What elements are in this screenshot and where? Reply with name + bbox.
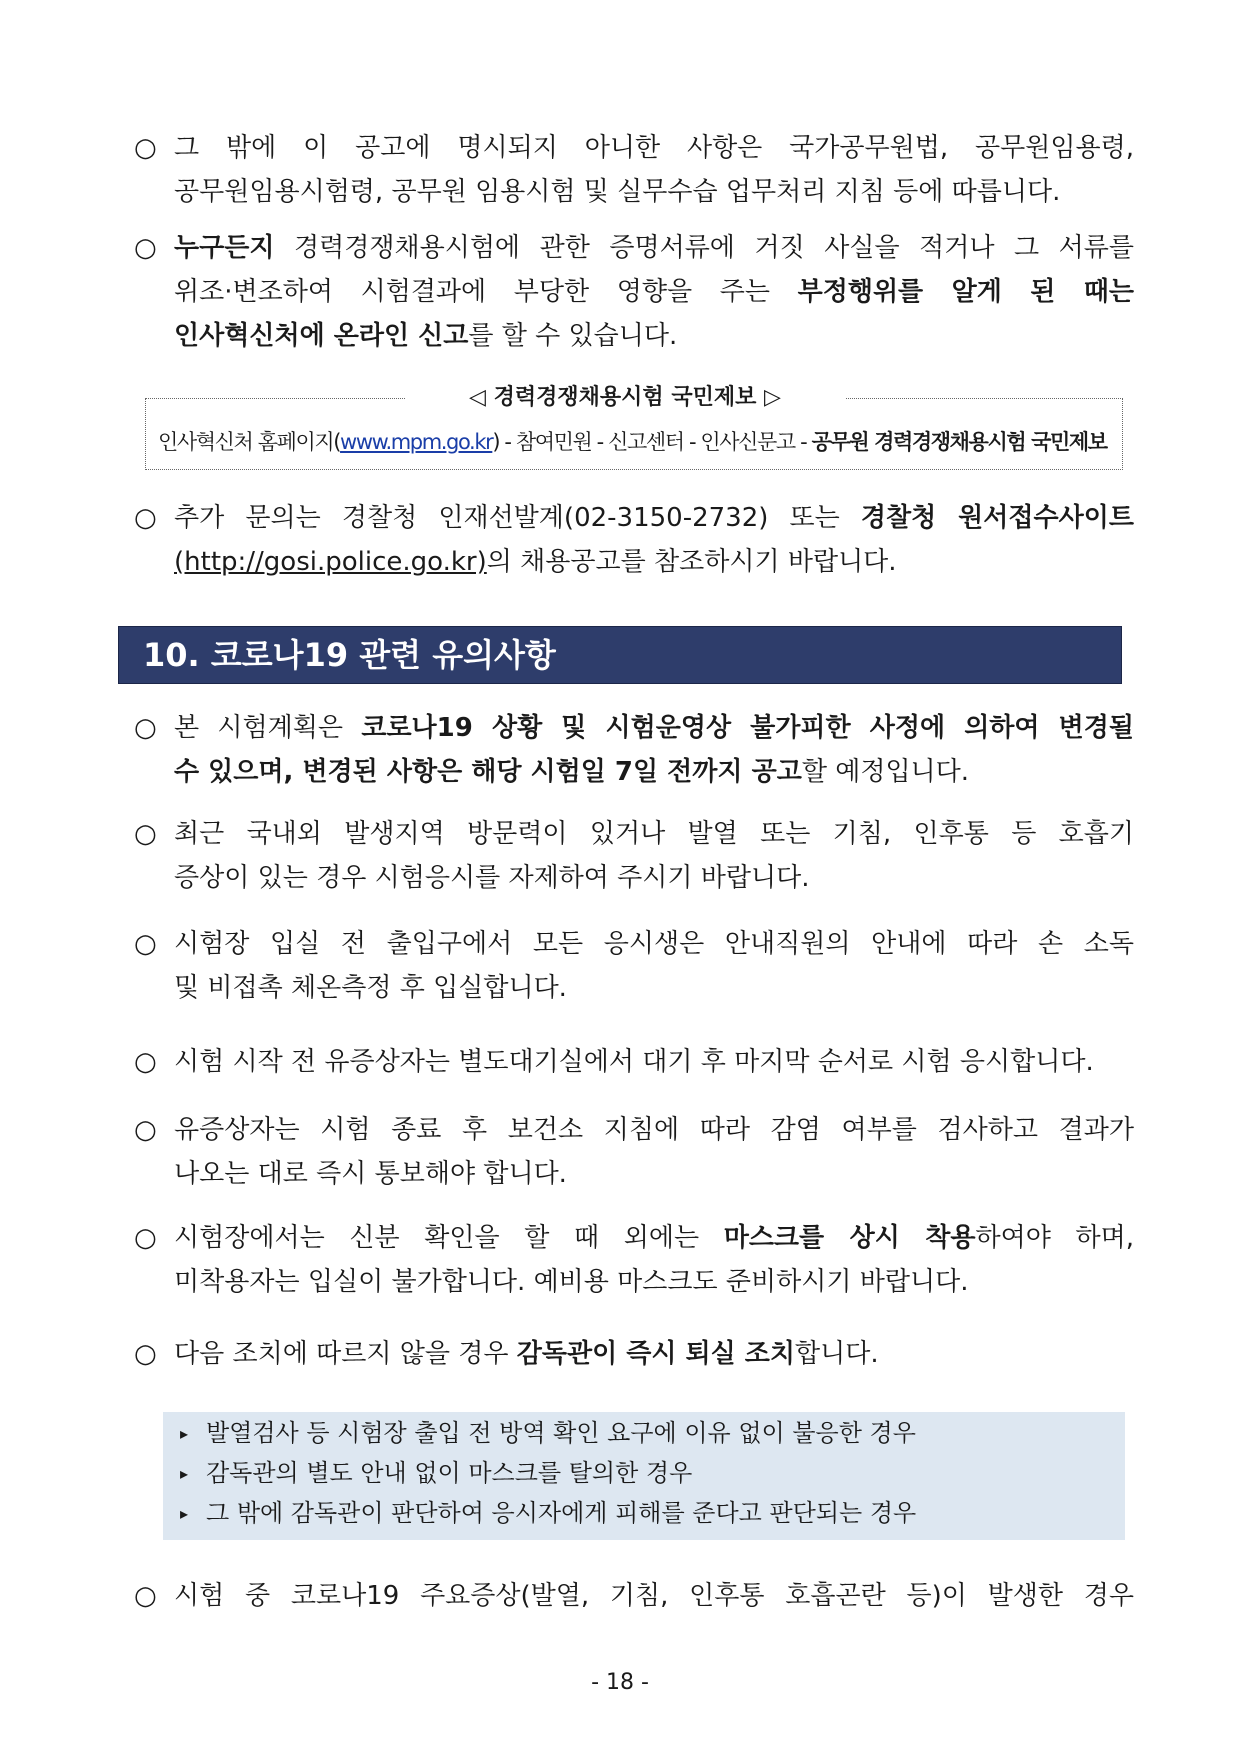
list-item: ▸ 감독관의 별도 안내 없이 마스크를 탈의한 경우	[180, 1456, 692, 1491]
paragraph-line: 증상이 있는 경우 시험응시를 자제하여 주시기 바랍니다.	[174, 863, 810, 893]
notice-path: 인사혁신처 홈페이지(www.mpm.go.kr) - 참여민원 - 신고센터 - 인사신문고 - 공무원 경력경쟁채용시험 국민제보	[158, 430, 1107, 454]
circle-bullet-icon: ○	[134, 233, 157, 263]
item-entrance	[134, 922, 1134, 1010]
paragraph-line: 위조·변조하여 시험결과에 부당한 영향을 주는 부정행위를 알게 된 때는	[174, 277, 1134, 307]
paragraph-line: 공무원임용시험령, 공무원 임용시험 및 실무수습 업무처리 지침 등에 따릅니다.	[174, 177, 1061, 207]
paragraph-line: 수 있으며, 변경된 사항은 해당 시험일 7일 전까지 공고할 예정입니다.	[174, 757, 970, 787]
mpm-link[interactable]: www.mpm.go.kr	[340, 430, 493, 454]
paragraph-line: 나오는 대로 즉시 통보해야 합니다.	[174, 1159, 567, 1189]
paragraph-line: ○ 시험 시작 전 유증상자는 별도대기실에서 대기 후 마지막 순서로 시험 응시합니다.	[134, 1040, 1134, 1084]
list-item: ▸ 발열검사 등 시험장 출입 전 방역 확인 요구에 이유 없이 불응한 경우	[180, 1416, 916, 1451]
paragraph-line: ○ 추가 문의는 경찰청 인재선발계(02-3150-2732) 또는 경찰청 원서접수사이트	[134, 496, 1134, 540]
triangle-bullet-icon: ▸	[180, 1464, 189, 1483]
circle-bullet-icon: ○	[134, 1047, 157, 1077]
section-title: 10. 코로나19 관련 유의사항	[143, 636, 556, 674]
paragraph-line: (http://gosi.police.go.kr)의 채용공고를 참조하시기 바랍니다.	[174, 547, 897, 577]
paragraph-line: ○ 시험장에서는 신분 확인을 할 때 외에는 마스크를 상시 착용하여야 하며,	[134, 1216, 1134, 1260]
paragraph-line: ○ 누구든지 경력경쟁채용시험에 관한 증명서류에 거짓 사실을 적거나 그 서류를	[134, 226, 1134, 270]
paragraph-line: 및 비접촉 체온측정 후 입실합니다.	[174, 973, 567, 1003]
item-expulsion	[134, 1332, 1134, 1376]
circle-bullet-icon: ○	[134, 929, 157, 959]
page-number: - 18 -	[591, 1670, 649, 1695]
triangle-bullet-icon: ▸	[180, 1424, 189, 1443]
paragraph-line: 인사혁신처에 온라인 신고를 할 수 있습니다.	[174, 321, 678, 351]
item-symptomatic-wait	[134, 1040, 1134, 1084]
item-symptoms	[134, 812, 1134, 900]
circle-bullet-icon: ○	[134, 1339, 157, 1369]
paragraph-line: ○ 본 시험계획은 코로나19 상황 및 시험운영상 불가피한 사정에 의하여 변경될	[134, 706, 1134, 750]
circle-bullet-icon: ○	[134, 1115, 157, 1145]
item-schedule-change	[134, 706, 1134, 794]
triangle-bullet-icon: ▸	[180, 1504, 189, 1523]
circle-bullet-icon: ○	[134, 503, 157, 533]
circle-bullet-icon: ○	[134, 713, 157, 743]
circle-bullet-icon: ○	[134, 133, 157, 163]
circle-bullet-icon: ○	[134, 819, 157, 849]
paragraph-line: 미착용자는 입실이 불가합니다. 예비용 마스크도 준비하시기 바랍니다.	[174, 1267, 969, 1297]
notice-title: ◁ 경력경쟁채용시험 국민제보 ▷	[405, 380, 845, 416]
paragraph-other-matters	[134, 126, 1134, 214]
list-item: ▸ 그 밖에 감독관이 판단하여 응시자에게 피해를 준다고 판단되는 경우	[180, 1496, 916, 1531]
item-mask	[134, 1216, 1134, 1304]
circle-bullet-icon: ○	[134, 1223, 157, 1253]
item-test-result	[134, 1108, 1134, 1196]
paragraph-line: ○ 그 밖에 이 공고에 명시되지 아니한 사항은 국가공무원법, 공무원임용령,	[134, 126, 1134, 170]
paragraph-line: ○ 유증상자는 시험 종료 후 보건소 지침에 따라 감염 여부를 검사하고 결과가	[134, 1108, 1134, 1152]
paragraph-line: ○ 다음 조치에 따르지 않을 경우 감독관이 즉시 퇴실 조치합니다.	[134, 1332, 1134, 1376]
police-site-link[interactable]: (http://gosi.police.go.kr)	[174, 547, 487, 577]
paragraph-line: ○ 시험 중 코로나19 주요증상(발열, 기침, 인후통 호흡곤란 등)이 발생한 경우	[134, 1574, 1134, 1618]
paragraph-fraud-report	[134, 226, 1134, 358]
paragraph-inquiry	[134, 496, 1134, 584]
item-symptom-during-exam	[134, 1574, 1134, 1618]
paragraph-line: ○ 최근 국내외 발생지역 방문력이 있거나 발열 또는 기침, 인후통 등 호흡기	[134, 812, 1134, 856]
circle-bullet-icon: ○	[134, 1581, 157, 1611]
paragraph-line: ○ 시험장 입실 전 출입구에서 모든 응시생은 안내직원의 안내에 따라 손 소독	[134, 922, 1134, 966]
section-header	[118, 626, 1122, 684]
